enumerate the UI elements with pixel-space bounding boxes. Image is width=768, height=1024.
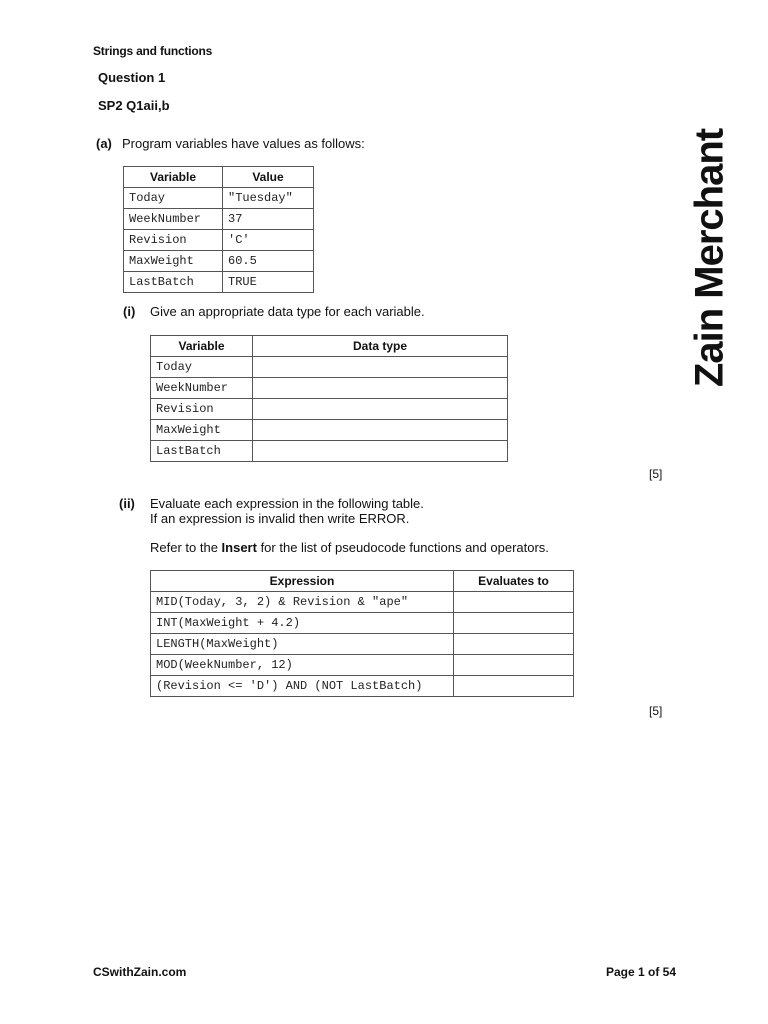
table-row (151, 399, 508, 420)
variable-name: MaxWeight (151, 420, 253, 441)
table-row (124, 272, 314, 293)
insert-reference-bold: Insert (221, 540, 257, 555)
part-ii-marks: [5] (649, 704, 663, 718)
variable-value: 'C' (223, 230, 314, 251)
evaluates-to-answer-cell[interactable] (454, 634, 574, 655)
variable-value: TRUE (223, 272, 314, 293)
part-i-marks: [5] (649, 467, 663, 481)
variables-table (123, 166, 314, 293)
expression-cell: INT(MaxWeight + 4.2) (151, 613, 454, 634)
data-type-answer-cell[interactable] (253, 378, 508, 399)
variable-value: 60.5 (223, 251, 314, 272)
table-row (124, 188, 314, 209)
table-row (151, 357, 508, 378)
question-title: Question 1 (98, 70, 166, 85)
table-row (124, 251, 314, 272)
table-row (151, 420, 508, 441)
column-header: Variable (124, 167, 223, 188)
variable-name: WeekNumber (124, 209, 223, 230)
table-row (151, 613, 574, 634)
expression-cell: LENGTH(MaxWeight) (151, 634, 454, 655)
footer-site: CSwithZain.com (93, 965, 187, 979)
column-header: Evaluates to (454, 571, 574, 592)
data-type-answer-cell[interactable] (253, 420, 508, 441)
variable-name: Today (151, 357, 253, 378)
data-type-answer-cell[interactable] (253, 399, 508, 420)
question-reference: SP2 Q1aii,b (98, 98, 170, 113)
table-row (124, 230, 314, 251)
part-a-intro: Program variables have values as follows: (122, 136, 365, 151)
variable-name: LastBatch (124, 272, 223, 293)
expression-cell: MOD(WeekNumber, 12) (151, 655, 454, 676)
column-header: Value (223, 167, 314, 188)
variable-name: LastBatch (151, 441, 253, 462)
table-row (151, 378, 508, 399)
part-ii-label: (ii) (119, 496, 135, 511)
variable-name: MaxWeight (124, 251, 223, 272)
evaluates-to-answer-cell[interactable] (454, 655, 574, 676)
insert-reference-prefix: Refer to the (150, 540, 222, 555)
insert-reference-suffix: for the list of pseudocode functions and operators. (256, 540, 549, 555)
part-a-label: (a) (96, 136, 112, 151)
table-row (151, 676, 574, 697)
table-header-row (151, 571, 574, 592)
table-row (151, 592, 574, 613)
expression-cell: (Revision <= 'D') AND (NOT LastBatch) (151, 676, 454, 697)
table-row (151, 634, 574, 655)
data-type-table (150, 335, 508, 462)
table-header-row (151, 336, 508, 357)
expression-table (150, 570, 574, 697)
expression-cell: MID(Today, 3, 2) & Revision & "ape" (151, 592, 454, 613)
variable-name: Today (124, 188, 223, 209)
variable-value: 37 (223, 209, 314, 230)
watermark-text: Zain Merchant (687, 128, 732, 387)
topic-heading: Strings and functions (93, 44, 213, 58)
column-header: Variable (151, 336, 253, 357)
author-watermark (660, 128, 760, 387)
variable-name: Revision (124, 230, 223, 251)
variable-value: "Tuesday" (223, 188, 314, 209)
variable-name: WeekNumber (151, 378, 253, 399)
part-ii-line2: If an expression is invalid then write ERROR. (150, 511, 410, 526)
variable-name: Revision (151, 399, 253, 420)
evaluates-to-answer-cell[interactable] (454, 592, 574, 613)
table-row (151, 655, 574, 676)
evaluates-to-answer-cell[interactable] (454, 613, 574, 634)
table-header-row (124, 167, 314, 188)
insert-reference (150, 540, 549, 555)
part-i-text: Give an appropriate data type for each variable. (150, 304, 425, 319)
part-ii-line1: Evaluate each expression in the following table. (150, 496, 424, 511)
column-header: Data type (253, 336, 508, 357)
part-i-label: (i) (123, 304, 136, 319)
footer-page-number: Page 1 of 54 (606, 965, 677, 979)
table-row (124, 209, 314, 230)
data-type-answer-cell[interactable] (253, 441, 508, 462)
table-row (151, 441, 508, 462)
column-header: Expression (151, 571, 454, 592)
data-type-answer-cell[interactable] (253, 357, 508, 378)
evaluates-to-answer-cell[interactable] (454, 676, 574, 697)
